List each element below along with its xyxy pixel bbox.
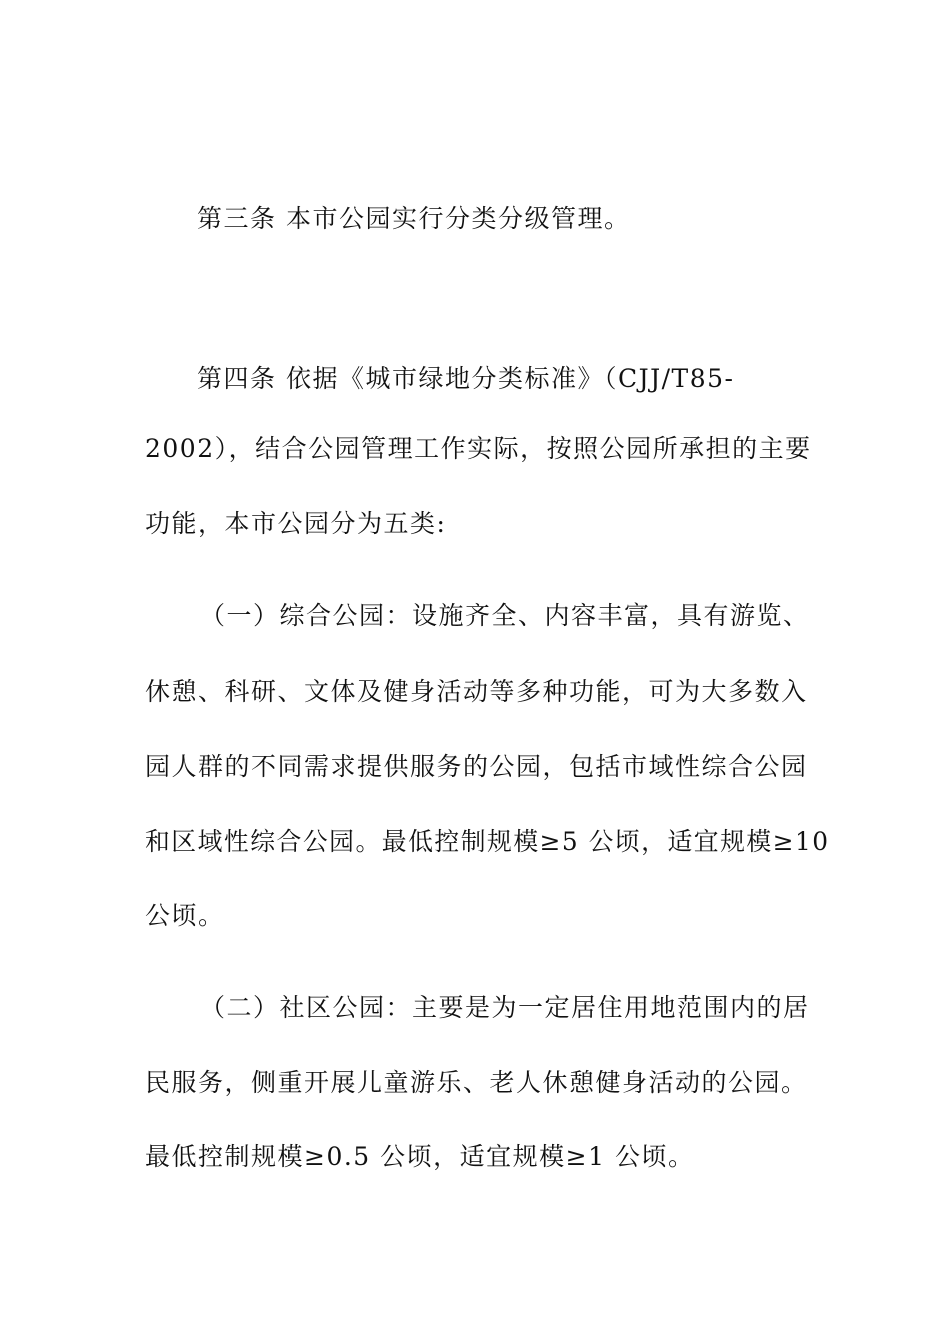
article-4-line-1: 第四条 依据《城市绿地分类标准》（CJJ/T85- bbox=[197, 364, 735, 393]
item-1-line-1: （一）综合公园：设施齐全、内容丰富，具有游览、 bbox=[200, 601, 810, 630]
article-3-line-1: 第三条 本市公园实行分类分级管理。 bbox=[197, 204, 631, 233]
article-4-line-2: 2002），结合公园管理工作实际，按照公园所承担的主要 bbox=[145, 434, 812, 463]
item-1-line-5: 公顷。 bbox=[145, 901, 225, 930]
item-2-line-1: （二）社区公园：主要是为一定居住用地范围内的居 bbox=[200, 993, 810, 1022]
item-2-line-2: 民服务，侧重开展儿童游乐、老人休憩健身活动的公园。 bbox=[145, 1068, 808, 1097]
item-1-line-4: 和区域性综合公园。最低控制规模≥5 公顷，适宜规模≥10 bbox=[145, 827, 830, 856]
item-1-line-2: 休憩、科研、文体及健身活动等多种功能，可为大多数入 bbox=[145, 677, 808, 706]
item-2-line-3: 最低控制规模≥0.5 公顷，适宜规模≥1 公顷。 bbox=[145, 1142, 695, 1171]
item-1-line-3: 园人群的不同需求提供服务的公园，包括市域性综合公园 bbox=[145, 752, 808, 781]
article-4-line-3: 功能，本市公园分为五类: bbox=[145, 509, 447, 538]
